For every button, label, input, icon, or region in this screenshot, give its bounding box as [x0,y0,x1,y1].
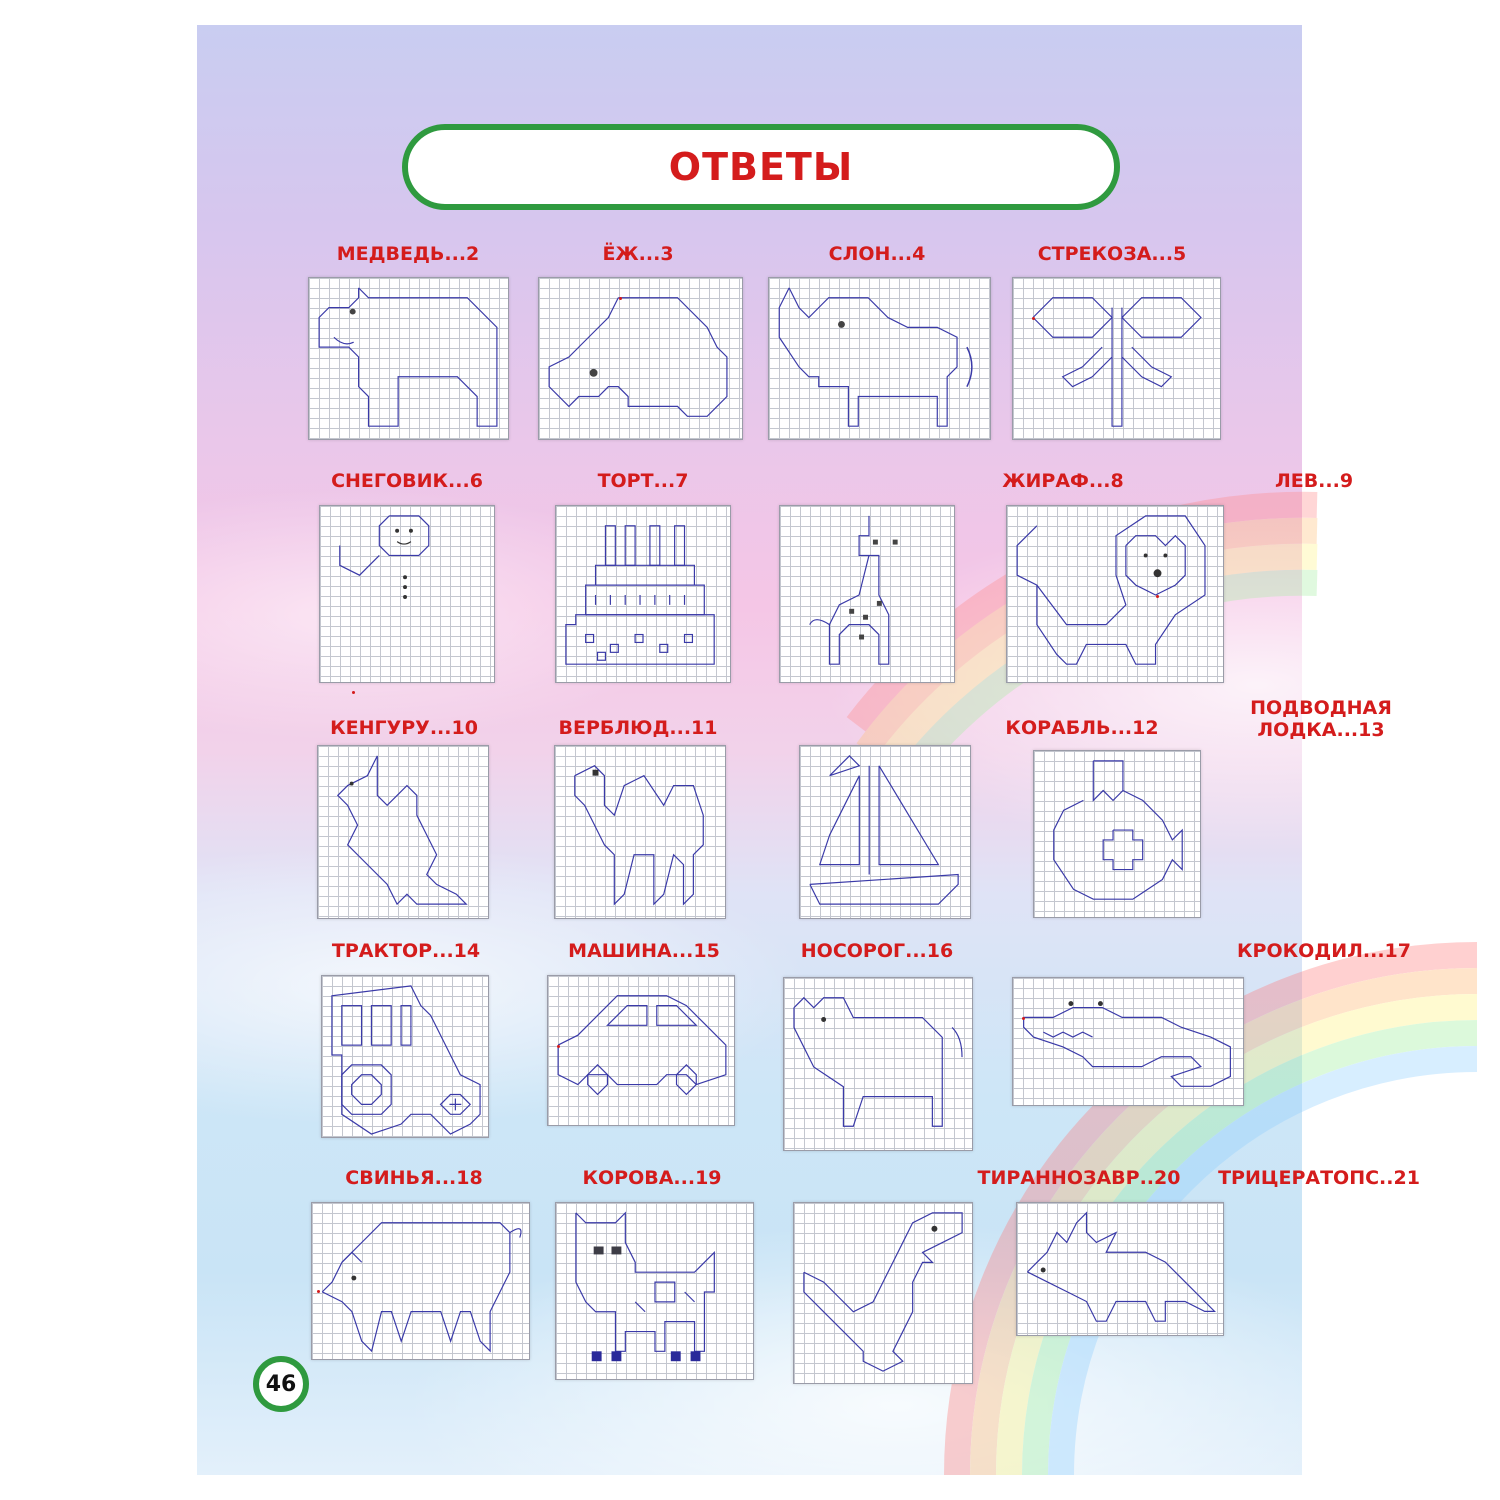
crocodile-drawing [1013,978,1243,1105]
workbook-page [197,25,1420,1475]
tyrannosaurus-drawing [794,1203,972,1383]
answer-label-camel: ВЕРБЛЮД...11 [558,717,718,739]
answer-grid-bear [308,277,509,440]
answer-grid-triceratops [1016,1202,1224,1336]
start-point [352,691,355,694]
answer-label-tractor: ТРАКТОР...14 [331,940,481,962]
submarine-drawing [1034,751,1200,917]
start-point [1156,595,1159,598]
answer-label-submarine: ПОДВОДНАЯ ЛОДКА...13 [1250,697,1392,741]
answer-grid-hedgehog [538,277,743,440]
answer-label-dragonfly: СТРЕКОЗА...5 [1037,243,1187,265]
cake-drawing [556,506,730,682]
answer-label-cake: ТОРТ...7 [597,470,689,492]
triceratops-drawing [1017,1203,1223,1335]
answer-grid-kangaroo [317,745,489,919]
rhino-drawing [784,978,972,1150]
start-point [317,1290,320,1293]
answer-grid-ship [799,745,971,919]
cow-drawing [556,1203,753,1379]
start-point [1022,1017,1025,1020]
giraffe-drawing [780,506,954,682]
answer-grid-elephant [768,277,991,440]
answer-grid-tyrannosaurus [793,1202,973,1384]
tractor-drawing [322,976,488,1137]
lion-drawing [1007,506,1223,682]
answer-label-snowman: СНЕГОВИК...6 [331,470,483,492]
answer-label-tyrannosaurus: ТИРАННОЗАВР..20 [977,1167,1181,1189]
answer-grid-submarine [1033,750,1201,918]
answer-grid-snowman [319,505,495,683]
answer-label-lion: ЛЕВ...9 [1274,470,1354,492]
camel-drawing [555,746,725,918]
answer-label-pig: СВИНЬЯ...18 [345,1167,483,1189]
ship-drawing [800,746,970,918]
answer-label-elephant: СЛОН...4 [828,243,926,265]
kangaroo-drawing [318,746,488,918]
start-point [1032,317,1035,320]
answer-label-cow: КОРОВА...19 [582,1167,722,1189]
car-drawing [548,976,734,1125]
answer-label-triceratops: ТРИЦЕРАТОПС..21 [1218,1167,1420,1189]
start-point [557,1045,560,1048]
answer-label-bear: МЕДВЕДЬ...2 [336,243,480,265]
dragonfly-drawing [1013,278,1220,439]
answer-grid-cake [555,505,731,683]
answer-label-rhino: НОСОРОГ...16 [800,940,954,962]
answer-grid-tractor [321,975,489,1138]
answer-grid-lion [1006,505,1224,683]
answer-label-kangaroo: КЕНГУРУ...10 [330,717,478,739]
answer-label-giraffe: ЖИРАФ...8 [1002,470,1124,492]
answer-grid-car [547,975,735,1126]
bear-drawing [309,278,508,439]
snowman-drawing [320,506,494,682]
answer-grid-camel [554,745,726,919]
answer-label-car: МАШИНА...15 [568,940,720,962]
answer-grid-rhino [783,977,973,1151]
hedgehog-drawing [539,278,742,439]
page-number-badge: 46 [253,1356,309,1412]
answer-grid-giraffe [779,505,955,683]
answer-grid-dragonfly [1012,277,1221,440]
answers-header [402,124,1120,210]
page-title: ОТВЕТЫ [668,145,854,189]
start-point [619,297,622,300]
answer-label-hedgehog: ЁЖ...3 [602,243,674,265]
pig-drawing [312,1203,529,1359]
answer-grid-cow [555,1202,754,1380]
answer-grid-pig [311,1202,530,1360]
elephant-drawing [769,278,990,439]
answer-label-ship: КОРАБЛЬ...12 [1005,717,1159,739]
answer-label-crocodile: КРОКОДИЛ...17 [1237,940,1411,962]
answer-grid-crocodile [1012,977,1244,1106]
